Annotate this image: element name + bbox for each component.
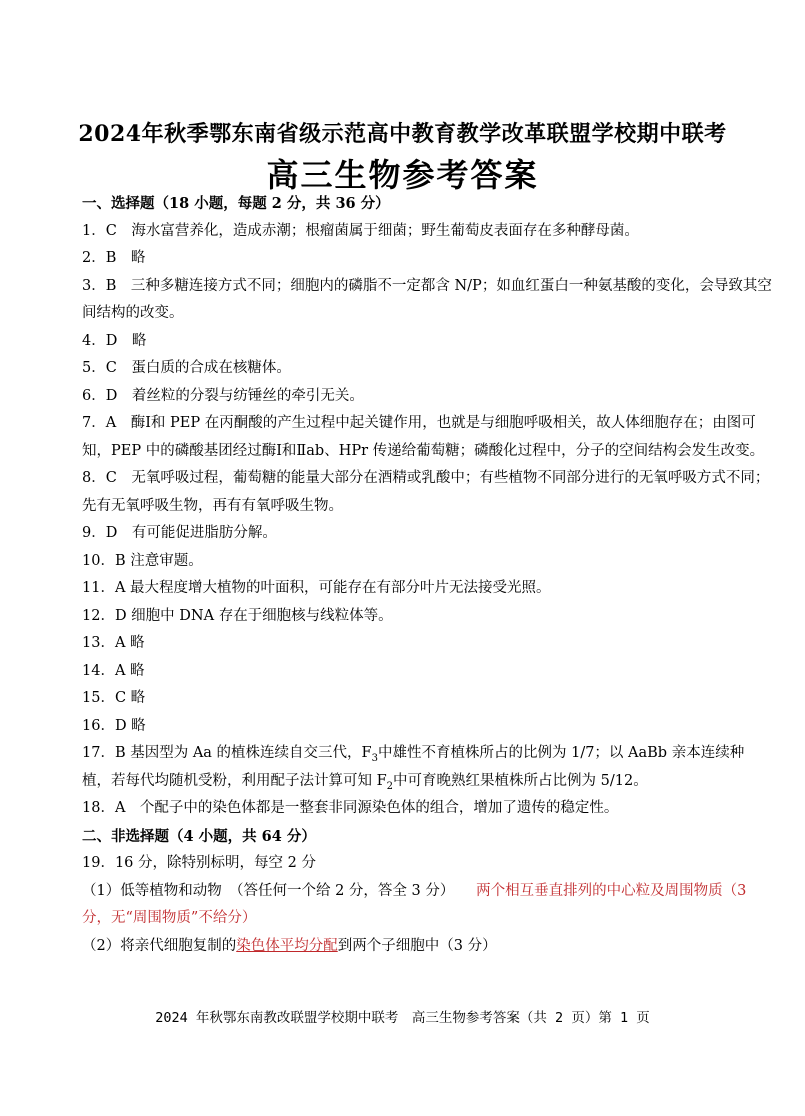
answer-17 — [82, 740, 772, 795]
answer-17-text-2: 中雄性不育植株所占的比例为 1/7；以 AaBb 亲本连续种植，若每代均随机受粉，利用配子法计算可知 F — [82, 745, 745, 789]
answer-7: 7．A 酶Ⅰ和 PEP 在丙酮酸的产生过程中起关键作用，也就是与细胞呼吸相关，故人体细胞存在；由图可知，PEP 中的磷酸基团经过酶Ⅰ和Ⅱab、HPr 传递给葡萄糖；磷酸化过程中，分子的空间结构会发生改变。 — [82, 415, 765, 459]
section-heading-choice: 一、选择题（18 小题，每题 2 分，共 36 分） — [82, 195, 390, 212]
q19-part2-underlined: 染色体平均分配 — [236, 937, 338, 954]
answer-18: 18．A 个配子中的染色体都是一整套非同源染色体的组合，增加了遗传的稳定性。 — [82, 800, 619, 816]
answer-17-sub-1: 3 — [371, 752, 378, 764]
answer-13: 13．A 略 — [82, 635, 145, 651]
answer-10: 10．B 注意审题。 — [82, 552, 203, 569]
q19-part1-answer: （1）低等植物和动物 （答任何一个给 2 分，答全 3 分） — [82, 882, 477, 899]
answer-1: 1．C 海水富营养化，造成赤潮；根瘤菌属于细菌；野生葡萄皮表面存在多种酵母菌。 — [82, 222, 639, 239]
q19-part2-text-a: （2）将亲代细胞复制的 — [82, 937, 237, 954]
question-19-part-1 — [82, 878, 772, 933]
answer-8: 8．C 无氧呼吸过程，葡萄糖的能量大部分在酒精或乳酸中；有些植物不同部分进行的无氧呼吸方式不同；先有无氧呼吸生物，再有有氧呼吸生物。 — [82, 470, 770, 514]
answer-17-sub-2: 2 — [386, 780, 394, 792]
answer-17-text-1: 17．B 基因型为 Aa 的植株连续自交三代，F — [82, 745, 372, 761]
answer-9: 9．D 有可能促进脂肪分解。 — [82, 525, 277, 541]
exam-title: 2024年秋季鄂东南省级示范高中教育教学改革联盟学校期中联考 — [78, 121, 727, 147]
answer-14: 14．A 略 — [82, 662, 145, 679]
answer-12: 12．D 细胞中 DNA 存在于细胞核与线粒体等。 — [82, 607, 393, 624]
question-19-part-2 — [82, 933, 772, 961]
answer-11: 11．A 最大程度增大植物的叶面积，可能存在有部分叶片无法接受光照。 — [82, 580, 551, 596]
q19-part2-text-b: 到两个子细胞中（3 分） — [337, 937, 497, 954]
answer-3: 3．B 三种多糖连接方式不同；细胞内的磷脂不一定都含 N/P；如血红蛋白一种氨基酸的变化，会导致其空间结构的改变。 — [82, 277, 772, 321]
answer-4: 4．D 略 — [82, 332, 147, 349]
document-body — [82, 190, 772, 960]
page-footer: 2024 年秋鄂东南教改联盟学校期中联考 高三生物参考答案（共 2 页）第 1 页 — [155, 1010, 650, 1026]
question-19-intro: 19．16 分，除特别标明，每空 2 分 — [82, 855, 316, 871]
answer-6: 6．D 着丝粒的分裂与纺锤丝的牵引无关。 — [82, 387, 364, 404]
answer-2: 2．B 略 — [82, 250, 146, 266]
answer-17-text-3: 中可育晚熟红果植株所占比例为 5/12。 — [393, 772, 648, 789]
section-heading-nonchoice: 二、非选择题（4 小题，共 64 分） — [82, 827, 316, 845]
q19-part1-red-answer: 两个相互垂直排列的中心粒及周围物质（3 分，无“周围物质”不给分） — [82, 882, 747, 926]
answer-16: 16．D 略 — [82, 717, 146, 734]
answer-5: 5．C 蛋白质的合成在核糖体。 — [82, 360, 291, 376]
answer-15: 15．C 略 — [82, 690, 146, 706]
answer-key-title: 高三生物参考答案 — [266, 156, 539, 194]
